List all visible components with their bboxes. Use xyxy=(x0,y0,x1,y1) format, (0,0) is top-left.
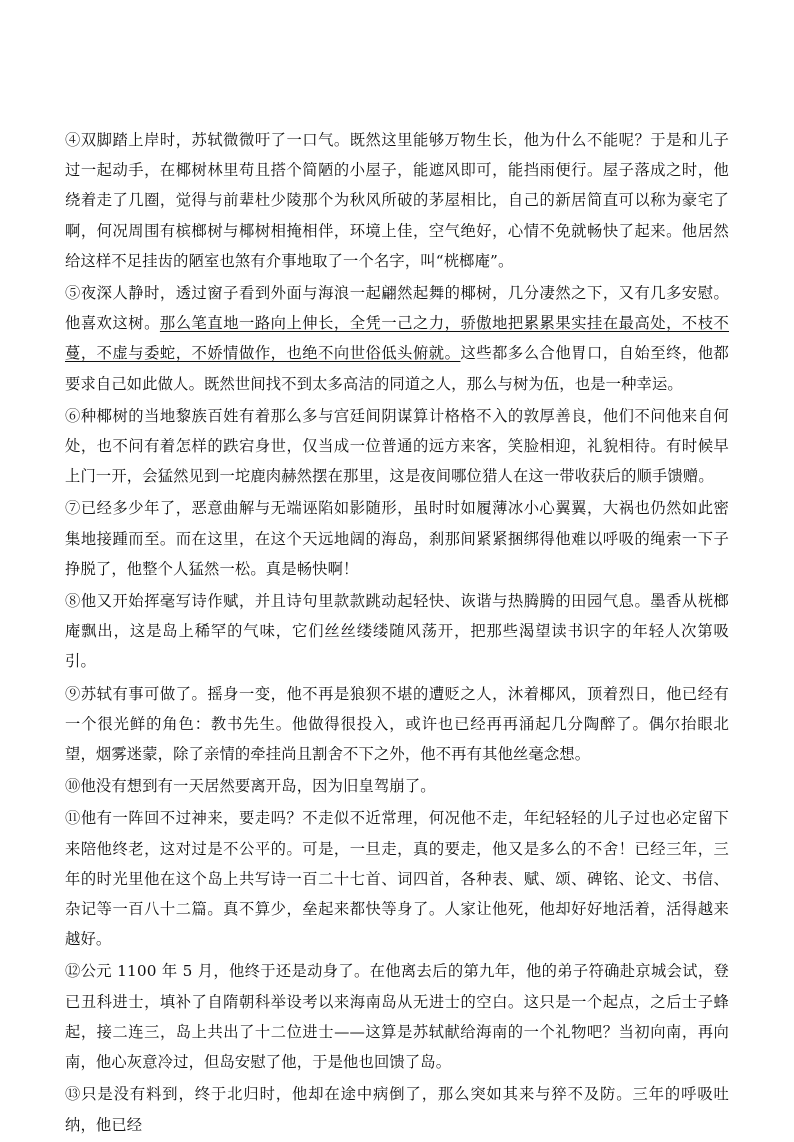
paragraph-5 xyxy=(65,278,729,399)
paragraph-text: ⑥种椰树的当地黎族百姓有着那么多与宫廷间阴谋算计格格不入的敦厚善良，他们不问他来自何处，也不问有着怎样的跌宕身世，仅当成一位普通的远方来客，笑脸相迎，礼貌相待。有时候早上门一开，会猛然见到一坨鹿肉赫然摆在那里，这是夜间哪位猎人在这一带收获后的顺手馈赠。 xyxy=(65,406,729,486)
paragraph-text: ⑬只是没有料到，终于北归时，他却在途中病倒了，那么突如其来与猝不及防。三年的呼吸吐纳，他已经 xyxy=(65,1085,729,1134)
paragraph-text: 这些都多么合他胃口，自始至终，他都要求自己如此做人。既然世间找不到太多高洁的同道之人，那么与树为伍，也是一种幸运。 xyxy=(65,344,729,393)
paragraph-text: ⑦已经多少年了，恶意曲解与无端诬陷如影随形，虽时时如履薄冰小心翼翼，大祸也仍然如此密集地接踵而至。而在这里，在这个天远地阔的海岛，刹那间紧紧捆绑得他难以呼吸的绳索一下子挣脱了，他整个人猛然一松。真是畅快啊！ xyxy=(65,499,729,578)
paragraph-text: ④双脚踏上岸时，苏轼微微吁了一口气。既然这里能够万物生长，他为什么不能呢？于是和儿子过一起动手，在椰树林里苟且搭个简陋的小屋子，能遮风即可，能挡雨便行。屋子落成之时，他绕着走了几圈，觉得与前辈杜少陵那个为秋风所破的茅屋相比，自己的新居简直可以称为豪宅了啊，何况周围有槟榔树与椰树相掩相伴，环境上佳，空气绝好，心情不免就畅快了起来。他居然给这样不足挂齿的陋室也煞有介事地取了一个名字，叫“桄榔庵”。 xyxy=(65,131,729,270)
paragraph-6 xyxy=(65,401,729,492)
paragraph-12 xyxy=(65,956,729,1077)
paragraph-4 xyxy=(65,125,729,276)
underlined-sentence: 那么笔直地一路向上伸长，全凭一己之力，骄傲地把累累果实挂在最高处，不枝不蔓，不虚与委蛇，不娇情做作，也绝不向世俗低头俯就。 xyxy=(65,314,730,363)
paragraph-13 xyxy=(65,1079,729,1139)
paragraph-7 xyxy=(65,493,729,584)
paragraph-text: ⑨苏轼有事可做了。摇身一变，他不再是狼狈不堪的遭贬之人，沐着椰风，顶着烈日，他已经有一个很光鲜的角色：教书先生。他做得很投入，或许也已经再再涌起几分陶醉了。偶尔抬眼北望，烟雾迷蒙，除了亲情的牵挂尚且割舍不下之外，他不再有其他丝毫念想。 xyxy=(65,684,729,764)
paragraph-text: ⑪他有一阵回不过神来，要走吗？不走似不近常理，何况他不走，年纪轻轻的儿子过也必定留下来陪他终老，这对过是不公平的。可是，一旦走，真的要走，他又是多么的不舍！已经三年，三年的时光里他在这个岛上共写诗一百二十七首、词四首，各种表、赋、颂、碑铭、论文、书信、杂记等一百八十二篇。真不算少，垒起来都快等身了。人家让他死，他却好好地活着，活得越来越好。 xyxy=(65,809,729,949)
paragraph-text: ⑧他又开始挥毫写诗作赋，并且诗句里款款跳动起轻快、诙谐与热腾腾的田园气息。墨香从桄榔庵飘出，这是岛上稀罕的气味，它们丝丝缕缕随风荡开，把那些渴望读书识字的年轻人次第吸引。 xyxy=(65,592,729,671)
paragraph-11 xyxy=(65,803,729,954)
paragraph-text: ⑤夜深人静时，透过窗子看到外面与海浪一起翩然起舞的椰树，几分凄然之下，又有几多安慰。他喜欢这树。 xyxy=(65,284,729,333)
paragraph-text: ⑫公元 1100 年 5 月，他终于还是动身了。在他离去后的第九年，他的弟子符确赴京城会试，登已丑科进士，填补了自隋朝科举设考以来海南岛从无进士的空白。这只是一个起点，之后士子蜂起，接二连三，岛上共出了十二位进士——这算是苏轼献给海南的一个礼物吧？当初向南，再向南，他心灰意冷过，但岛安慰了他，于是他也回馈了岛。 xyxy=(65,962,729,1072)
paragraph-9 xyxy=(65,679,729,770)
article-body xyxy=(65,125,729,1142)
paragraph-8 xyxy=(65,586,729,677)
paragraph-10 xyxy=(65,771,729,801)
paragraph-text: ⑩他没有想到有一天居然要离开岛，因为旧皇驾崩了。 xyxy=(65,777,436,796)
